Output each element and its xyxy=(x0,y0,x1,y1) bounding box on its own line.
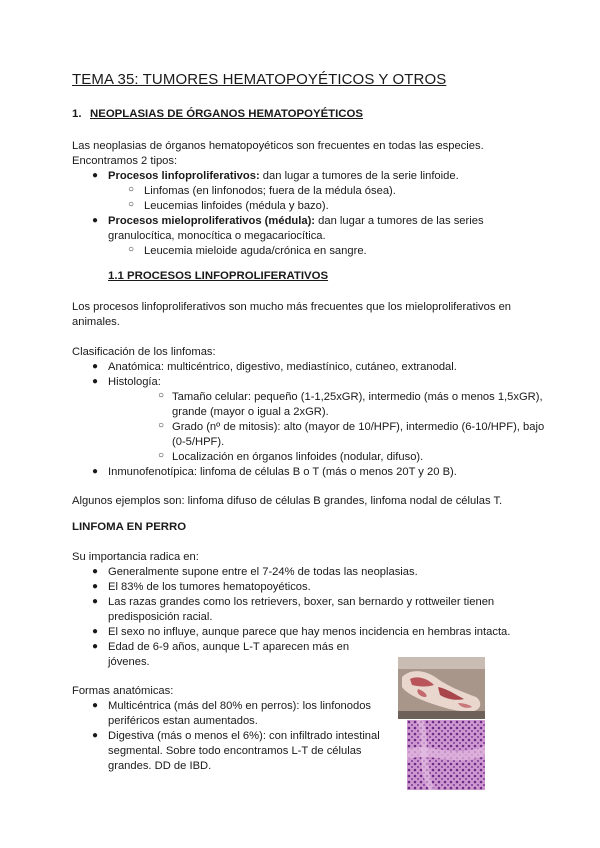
type-2-line-2: granulocítica, monocítica o megacariocítica. xyxy=(108,230,326,242)
bullet-icon: ● xyxy=(92,466,99,477)
sub-bullet-icon: ○ xyxy=(158,450,165,461)
forma-2-line-2: segmental. Sobre todo encontramos L-T de células xyxy=(108,745,362,757)
bullet-icon: ● xyxy=(92,596,99,607)
importancia-item-3-line-1: Las razas grandes como los retrievers, boxer, san bernardo y rottweiler tienen xyxy=(108,596,495,608)
type-2-line xyxy=(108,214,484,229)
section-1-heading xyxy=(72,108,363,120)
sub-bullet-icon: ○ xyxy=(158,390,165,401)
sub-bullet-icon: ○ xyxy=(128,199,135,210)
histologia-item: Histología: xyxy=(108,376,161,388)
formas-label: Formas anatómicas: xyxy=(72,685,174,697)
type-2-sub-1: Leucemia mieloide aguda/crónica en sangre. xyxy=(144,245,367,257)
importancia-item-5-line-2: jóvenes. xyxy=(108,656,150,668)
intro-line-1: Las neoplasias de órganos hematopoyéticos son frecuentes en todas las especies. xyxy=(72,140,484,152)
bullet-icon: ● xyxy=(92,361,99,372)
type-2-bold: Procesos mieloproliferativos (médula): xyxy=(108,215,316,227)
bullet-icon: ● xyxy=(92,170,99,181)
importancia-item-2: El 83% de los tumores hematopoyéticos. xyxy=(108,581,311,593)
bullet-icon: ● xyxy=(92,215,99,226)
bullet-icon: ● xyxy=(92,581,99,592)
intro-line-2: Encontramos 2 tipos: xyxy=(72,155,178,167)
bullet-icon: ● xyxy=(92,641,99,652)
importancia-item-3-line-2: predisposición racial. xyxy=(108,611,213,623)
hist-sub-1-line-1: Tamaño celular: pequeño (1-1,25xGR), intermedio (más o menos 1,5xGR), xyxy=(172,391,543,403)
section-1-title: NEOPLASIAS DE ÓRGANOS HEMATOPOYÉTICOS xyxy=(90,108,363,120)
bullet-icon: ● xyxy=(92,700,99,711)
bullet-icon: ● xyxy=(92,566,99,577)
forma-2-line-3: grandes. DD de IBD. xyxy=(108,760,212,772)
bullet-icon: ● xyxy=(92,376,99,387)
type-2-rest: dan lugar a tumores de las series xyxy=(315,215,484,227)
hist-sub-1-line-2: grande (mayor o igual a 2xGR). xyxy=(172,406,329,418)
type-1-sub-1: Linfomas (en linfonodos; fuera de la médula ósea). xyxy=(144,185,396,197)
inmunofenotipica-item: Inmunofenotípica: linfoma de células B o T (más o menos 20T y 20 B). xyxy=(108,466,457,478)
anatomica-item: Anatómica: multicéntrico, digestivo, mediastínico, cutáneo, extranodal. xyxy=(108,361,457,373)
type-1-bold: Procesos linfoproliferativos: xyxy=(108,170,260,182)
document-title: TEMA 35: TUMORES HEMATOPOYÉTICOS Y OTROS xyxy=(72,71,447,88)
forma-1-line-1: Multicéntrica (más del 80% en perros): los linfonodos xyxy=(108,700,372,712)
type-1-sub-2: Leucemias linfoides (médula y bazo). xyxy=(144,200,329,212)
sub-bullet-icon: ○ xyxy=(158,420,165,431)
bullet-icon: ● xyxy=(92,626,99,637)
section-1-1-para-line-1: Los procesos linfoproliferativos son mucho más frecuentes que los mieloproliferativos en xyxy=(72,301,512,313)
gross-specimen-photo xyxy=(398,657,485,719)
gross-specimen-graphic xyxy=(398,657,485,719)
histology-micrograph xyxy=(407,720,485,790)
type-1-line xyxy=(108,169,459,184)
bullet-icon: ● xyxy=(92,730,99,741)
linfoma-perro-heading: LINFOMA EN PERRO xyxy=(72,521,187,533)
hist-sub-3: Localización en órganos linfoides (nodular, difuso). xyxy=(172,451,424,463)
section-1-1-heading: 1.1 PROCESOS LINFOPROLIFERATIVOS xyxy=(108,270,329,282)
hist-sub-2-line-2: (0-5/HPF). xyxy=(172,436,225,448)
forma-2-line-1: Digestiva (más o menos el 6%): con infiltrado intestinal xyxy=(108,730,380,742)
importancia-item-5-line-1: Edad de 6-9 años, aunque L-T aparecen más en xyxy=(108,641,350,653)
forma-1-line-2: periféricos estan aumentados. xyxy=(108,715,258,727)
type-1-rest: dan lugar a tumores de la serie linfoide. xyxy=(259,170,459,182)
classification-label: Clasificación de los linfomas: xyxy=(72,346,216,358)
hist-sub-2-line-1: Grado (nº de mitosis): alto (mayor de 10/HPF), intermedio (6-10/HPF), bajo xyxy=(172,421,545,433)
importancia-item-1: Generalmente supone entre el 7-24% de todas las neoplasias. xyxy=(108,566,418,578)
sub-bullet-icon: ○ xyxy=(128,244,135,255)
histology-graphic xyxy=(407,720,485,790)
importancia-item-4: El sexo no influye, aunque parece que hay menos incidencia en hembras intacta. xyxy=(108,626,511,638)
section-1-1-para-line-2: animales. xyxy=(72,316,120,328)
importancia-label: Su importancia radica en: xyxy=(72,551,199,563)
sub-bullet-icon: ○ xyxy=(128,184,135,195)
examples-line: Algunos ejemplos son: linfoma difuso de células B grandes, linfoma nodal de células T. xyxy=(72,495,503,507)
section-1-number: 1. xyxy=(72,108,82,120)
